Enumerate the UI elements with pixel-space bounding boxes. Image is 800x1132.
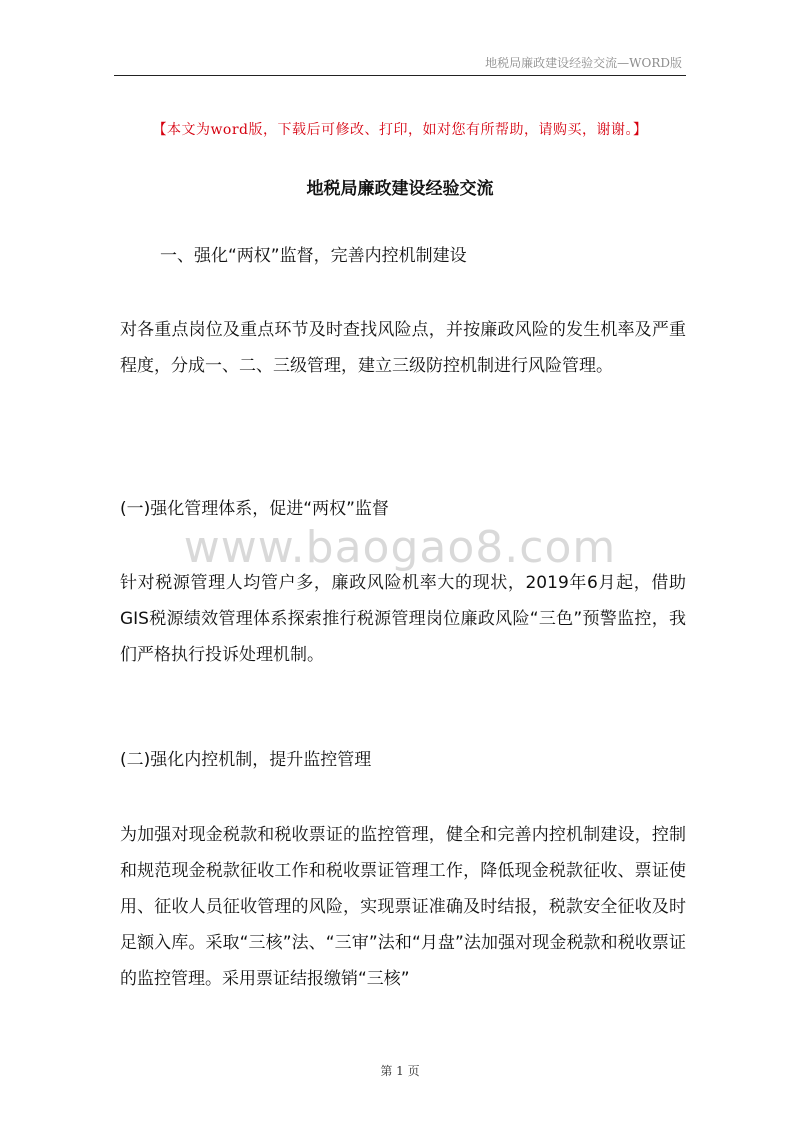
running-header: 地税局廉政建设经验交流—WORD版 (485, 56, 682, 70)
header-rule (114, 75, 686, 76)
watermark: www.baogao8.com (183, 522, 617, 573)
page-number: 第 1 页 (380, 1064, 420, 1078)
paragraph-2: 针对税源管理人均管户多，廉政风险机率大的现状，2019年6月起，借助GIS税源绩效管理体系探索推行税源管理岗位廉政风险“三色”预警监控，我们严格执行投诉处理机制。 (120, 573, 686, 665)
section-heading-1: 一、强化“两权”监督，完善内控机制建设 (160, 246, 467, 266)
sub-heading-1: (一)强化管理体系，促进“两权”监督 (120, 499, 389, 519)
document-title: 地税局廉政建设经验交流 (306, 179, 494, 199)
paragraph-3: 为加强对现金税款和税收票证的监控管理，健全和完善内控机制建设，控制和规范现金税款征收工作和税收票证管理工作，降低现金税款征收、票证使用、征收人员征收管理的风险，实现票证准确及时结报，税款安全征收及时足额入库。采取“三核”法、“三审”法和“月盘”法加强对现金税款和税收票证的监控管理。采用票证结报缴销“三核” (120, 825, 686, 989)
paragraph-1: 对各重点岗位及重点环节及时查找风险点，并按廉政风险的发生机率及严重程度，分成一、二、三级管理，建立三级防控机制进行风险管理。 (120, 320, 686, 376)
purchase-notice: 【本文为word版，下载后可修改、打印，如对您有所帮助，请购买，谢谢。】 (152, 122, 648, 138)
sub-heading-2: (二)强化内控机制，提升监控管理 (120, 750, 372, 770)
